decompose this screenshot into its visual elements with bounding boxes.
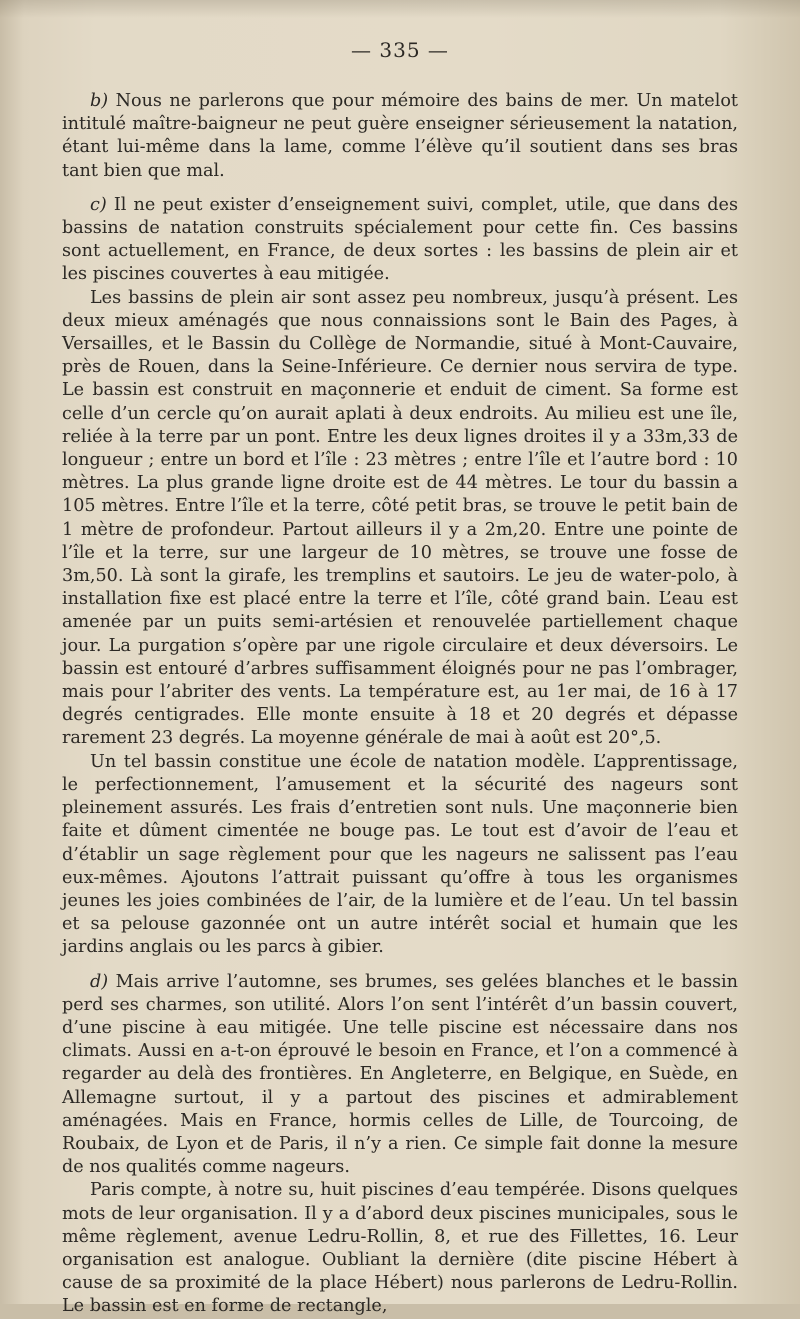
paragraph-paris-pools: [62, 1179, 738, 1318]
paragraph-d: [62, 971, 738, 1180]
paragraph-model-school: [62, 751, 738, 960]
paragraph-text: Nous ne parlerons que pour mémoire des bains de mer. Un matelot intitulé maître-baigneur ne peut guère enseigner sérieusement la natation, étant lui-même dans la lame, comme l’élève qu’il soutient dans ses bras tant bien que mal.: [62, 91, 738, 181]
body-text: [62, 90, 738, 1319]
paragraph-label: d): [90, 971, 109, 992]
paragraph-c: [62, 194, 738, 287]
paragraph-open-air-basins: [62, 287, 738, 751]
paragraph-text: Un tel bassin constitue une école de natation modèle. L’apprentissage, le perfectionnement, l’amusement et la sécurité des nageurs sont pleinement assurés. Les frais d’entretien sont nuls. Une maçonnerie bien faite et dûment cimentée ne bouge pas. Le tout est d’avoir de l’eau et d’établir un sage règlement pour que les nageurs ne salissent pas l’eau eux-mêmes. Ajoutons l’attrait puissant qu’offre à tous les organismes jeunes les joies combinées de l’air, de la lumière et de l’eau. Un tel bassin et sa pelouse gazonnée ont un autre intérêt social et humain que les jardins anglais ou les parcs à gibier.: [62, 751, 738, 958]
page-number: — 335 —: [351, 38, 449, 62]
paragraph-label: c): [90, 194, 107, 215]
paragraph-b: [62, 90, 738, 183]
paragraph-text: Mais arrive l’automne, ses brumes, ses gelées blanches et le bassin perd ses charmes, son utilité. Alors l’on sent l’intérêt d’un bassin couvert, d’une piscine à eau mitigée. Une telle piscine est nécessaire dans nos climats. Aussi en a-t-on éprouvé le besoin en France, et l’on a commencé à regarder au delà des frontières. En Angleterre, en Belgique, en Suède, en Allemagne surtout, il y a partout des piscines et admirablement aménagées. Mais en France, hormis celles de Lille, de Tourcoing, de Roubaix, de Lyon et de Paris, il n’y a rien. Ce simple fait donne la mesure de nos qualités comme nageurs.: [62, 971, 738, 1178]
paragraph-label: b): [90, 91, 109, 111]
scan-shadow: [0, 0, 800, 18]
paragraph-text: Les bassins de plein air sont assez peu nombreux, jusqu’à présent. Les deux mieux aménagés que nous connaissions sont le Bain des Pages, à Versailles, et le Bassin du Collège de Normandie, situé à Mont-Cauvaire, près de Rouen, dans la Seine-Inférieure. Ce dernier nous servira de type. Le bassin est construit en maçonnerie et enduit de ciment. Sa forme est celle d’un cercle qu’on aurait aplati à deux endroits. Au milieu est une île, reliée à la terre par un pont. Entre les deux lignes droites il y a 33m,33 de longueur ; entre un bord et l’île : 23 mètres ; entre l’île et l’autre bord : 10 mètres. La plus grande ligne droite est de 44 mètres. Le tour du bassin a 105 mètres. Entre l’île et la terre, côté petit bras, se trouve le petit bain de 1 mètre de profondeur. Partout ailleurs il y a 2m,20. Entre une pointe de l’île et la terre, sur une largeur de 10 mètres, se trouve une fosse de 3m,50. Là sont la girafe, les tremplins et sautoirs. Le jeu de water-polo, à installation fixe est placé entre la terre et l’île, côté grand bain. L’eau est amenée par un puits semi-artésien et renouvelée partiellement chaque jour. La purgation s’opère par une rigole circulaire et deux déversoirs. Le bassin est entouré d’arbres suffisamment éloignés pour ne pas l’ombrager, mais pour l’abriter des vents. La température est, au 1er mai, de 16 à 17 degrés centigrades. Elle monte ensuite à 18 et 20 degrés et dépasse rarement 23 degrés. La moyenne générale de mai à août est 20°,5.: [62, 287, 738, 749]
paragraph-text: Paris compte, à notre su, huit piscines d’eau tempérée. Disons quelques mots de leur organisation. Il y a d’abord deux piscines municipales, sous le même règlement, avenue Ledru-Rollin, 8, et rue des Fillettes, 16. Leur organisation est analogue. Oubliant la dernière (dite piscine Hébert à cause de sa proximité de la place Hébert) nous parlerons de Ledru-Rollin. Le bassin est en forme de rectangle,: [62, 1180, 738, 1317]
paragraph-text: Il ne peut exister d’enseignement suivi, complet, utile, que dans des bassins de natation construits spécialement pour cette fin. Ces bassins sont actuellement, en France, de deux sortes : les bassins de plein air et les piscines couvertes à eau mitigée.: [62, 194, 738, 285]
